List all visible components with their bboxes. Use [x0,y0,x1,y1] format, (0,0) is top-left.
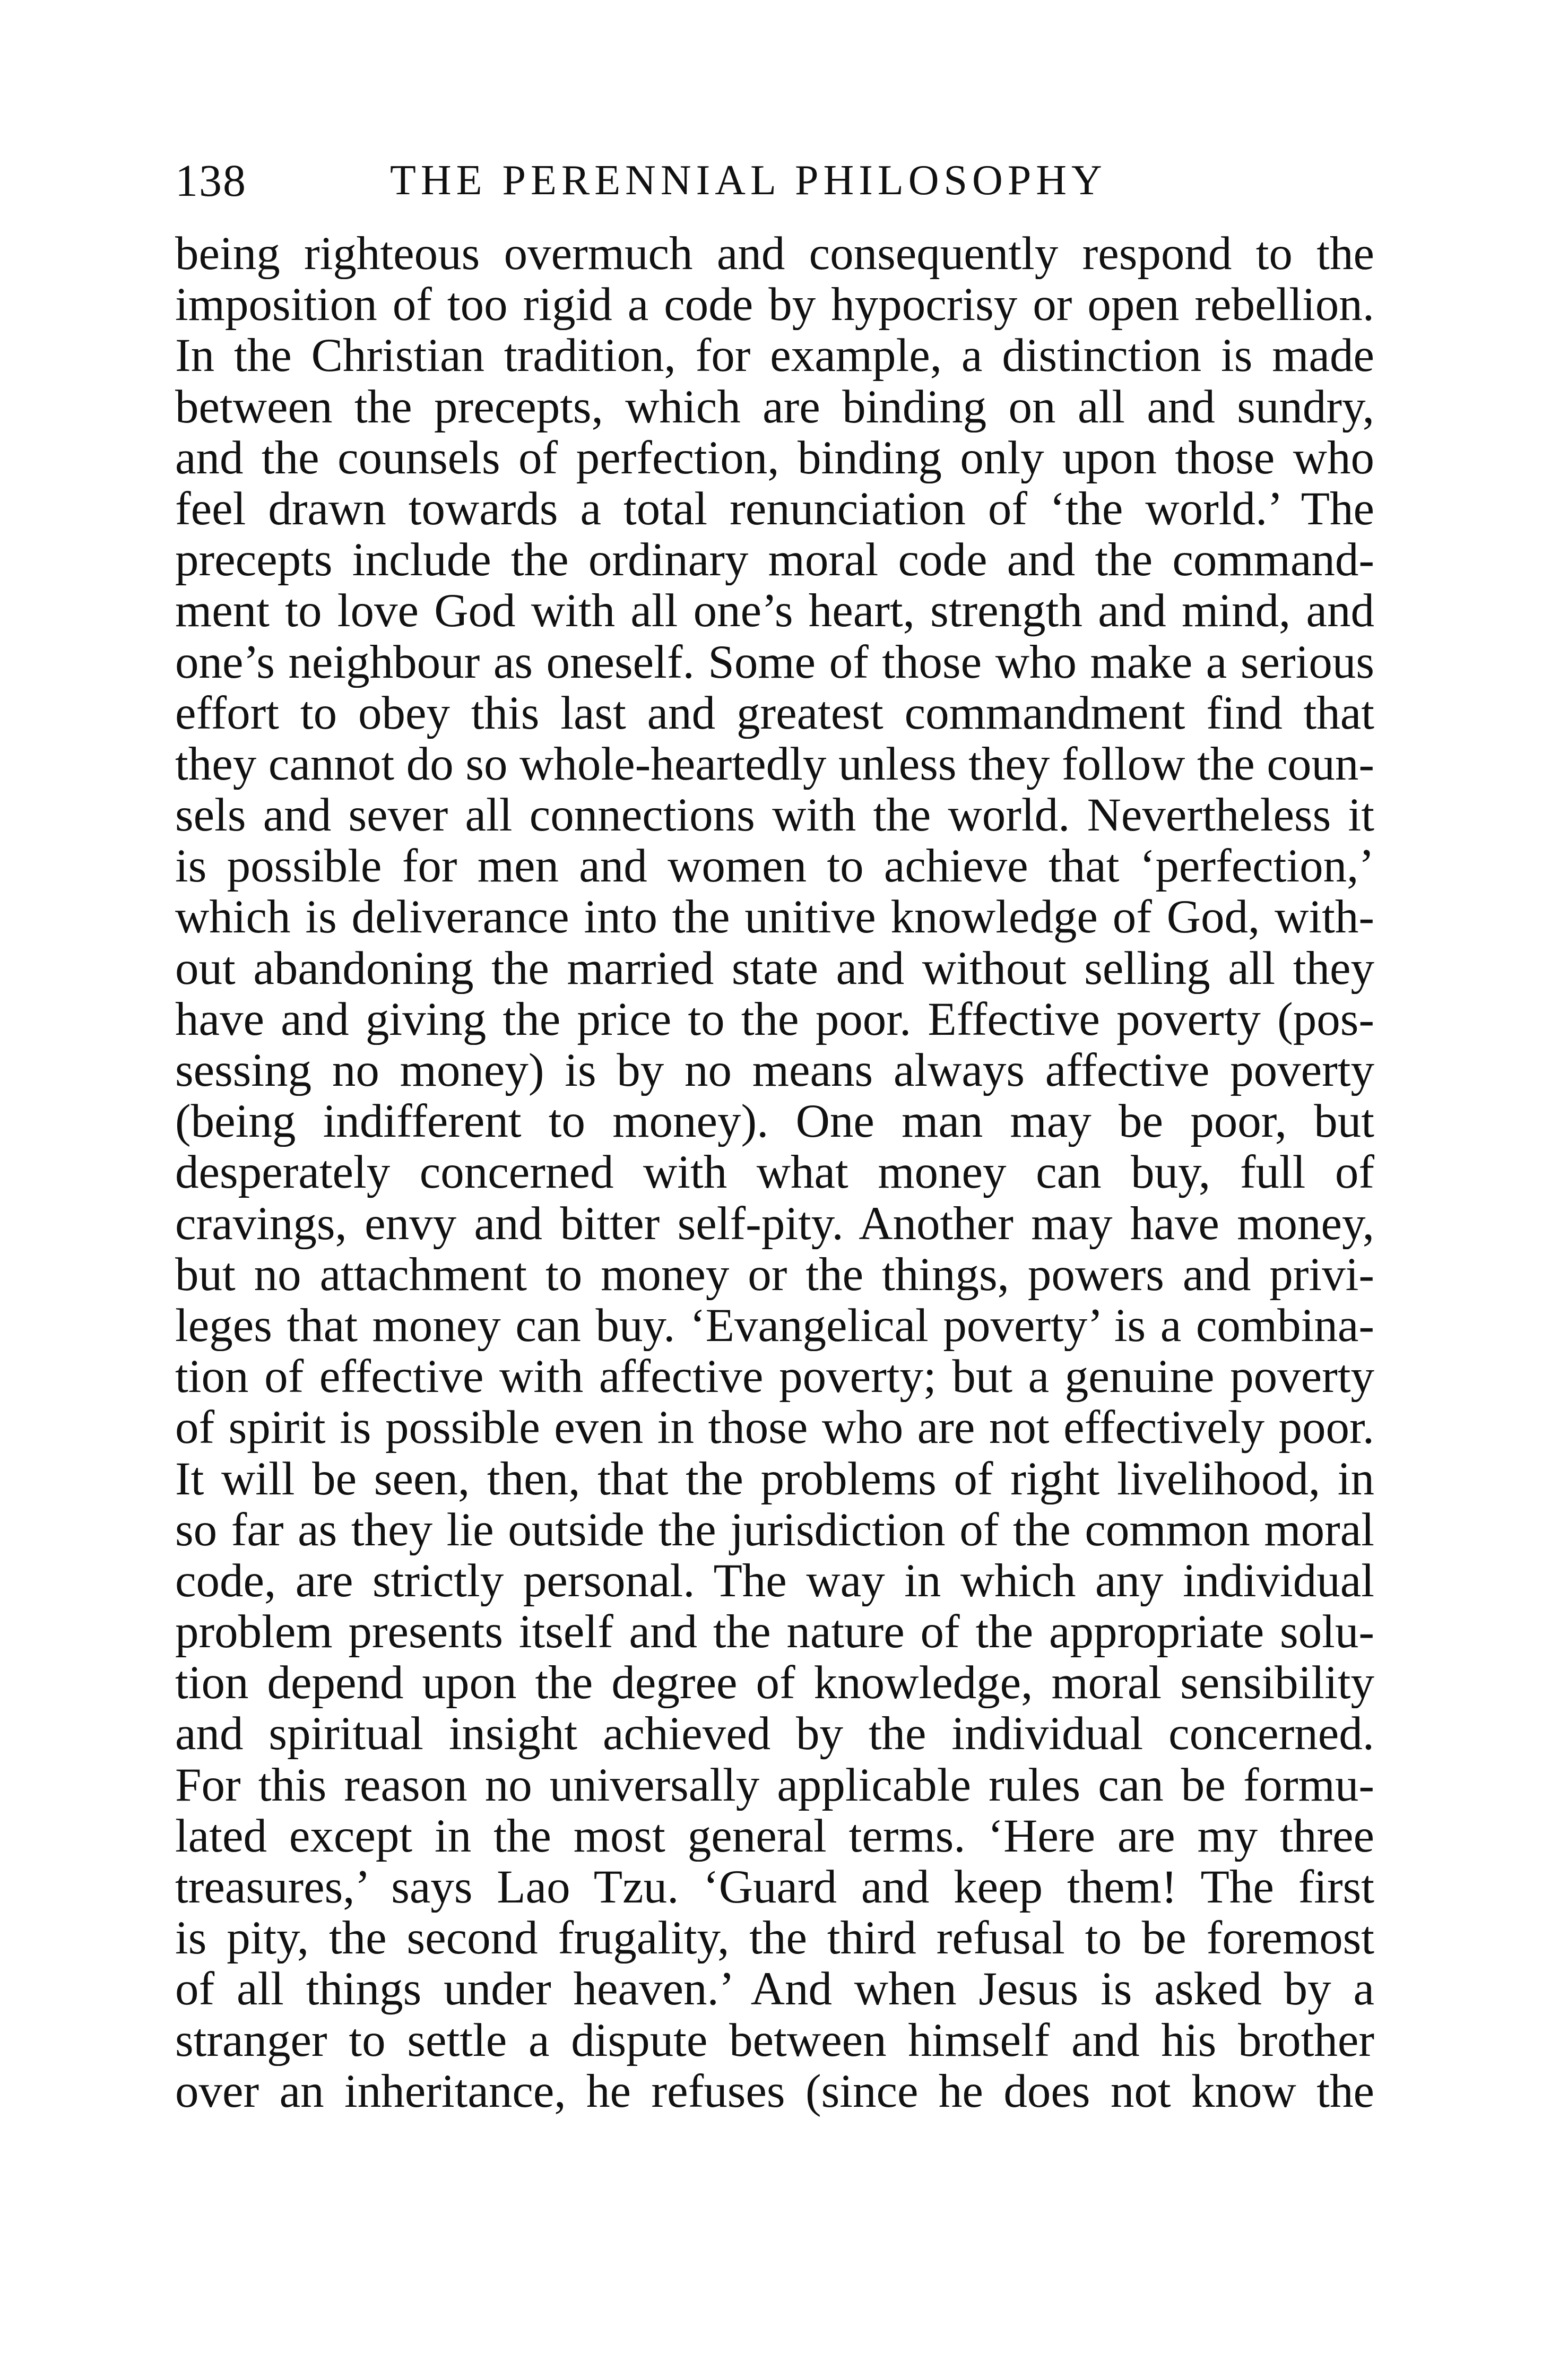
text-line: they cannot do so whole-heartedly unless they follow the coun- [175,738,1374,790]
page-number: 138 [175,155,247,206]
text-line: of all things under heaven.’ And when Jesus is asked by a [175,1964,1374,2015]
text-line: lated except in the most general terms. ‘Here are my three [175,1810,1374,1862]
text-line: so far as they lie outside the jurisdiction of the common moral [175,1504,1374,1555]
text-line: effort to obey this last and greatest commandment find that [175,687,1374,739]
text-line: over an inheritance, he refuses (since he does not know the [175,2065,1374,2117]
running-head [175,151,1374,210]
text-line: of spirit is possible even in those who are not effectively poor. [175,1402,1374,1454]
text-line: is pity, the second frugality, the third refusal to be foremost [175,1913,1374,1964]
text-line: leges that money can buy. ‘Evangelical poverty’ is a combina- [175,1300,1374,1352]
text-line: sessing no money) is by no means always affective poverty [175,1045,1374,1096]
text-line: ment to love God with all one’s heart, strength and mind, and [175,585,1374,637]
text-line: being righteous overmuch and consequently respond to the [175,228,1374,280]
text-line: out abandoning the married state and without selling all they [175,942,1374,994]
text-line: tion depend upon the degree of knowledge, moral sensibility [175,1657,1374,1709]
text-line: tion of effective with affective poverty; but a genuine poverty [175,1351,1374,1403]
text-line: treasures,’ says Lao Tzu. ‘Guard and keep them! The first [175,1862,1374,1913]
text-line: precepts include the ordinary moral code and the command- [175,534,1374,586]
text-line: sels and sever all connections with the world. Nevertheless it [175,790,1374,841]
text-line: For this reason no universally applicable rules can be formu- [175,1759,1374,1811]
text-line: imposition of too rigid a code by hypocrisy or open rebellion. [175,279,1374,331]
text-line: (being indifferent to money). One man may be poor, but [175,1096,1374,1147]
text-line: cravings, envy and bitter self-pity. Another may have money, [175,1198,1374,1249]
text-line: one’s neighbour as oneself. Some of those who make a serious [175,636,1374,688]
text-line: stranger to settle a dispute between himself and his brother [175,2014,1374,2066]
text-line: and spiritual insight achieved by the individual concerned. [175,1708,1374,1760]
text-line: feel drawn towards a total renunciation of ‘the world.’ The [175,483,1374,535]
text-line: have and giving the price to the poor. Effective poverty (pos- [175,993,1374,1045]
running-title: THE PERENNIAL PHILOSOPHY [390,157,1107,204]
body-text [175,228,1374,2117]
text-line: It will be seen, then, that the problems of right livelihood, in [175,1453,1374,1504]
text-line: but no attachment to money or the things, powers and privi- [175,1249,1374,1300]
text-line: which is deliverance into the unitive knowledge of God, with- [175,892,1374,943]
text-line: In the Christian tradition, for example, a distinction is made [175,330,1374,382]
text-line: problem presents itself and the nature of the appropriate solu- [175,1606,1374,1658]
text-line: is possible for men and women to achieve that ‘perfection,’ [175,841,1374,892]
text-line: between the precepts, which are binding on all and sundry, [175,381,1374,433]
text-line: and the counsels of perfection, binding only upon those who [175,432,1374,483]
text-line: code, are strictly personal. The way in which any individual [175,1555,1374,1607]
text-line: desperately concerned with what money can buy, full of [175,1147,1374,1198]
